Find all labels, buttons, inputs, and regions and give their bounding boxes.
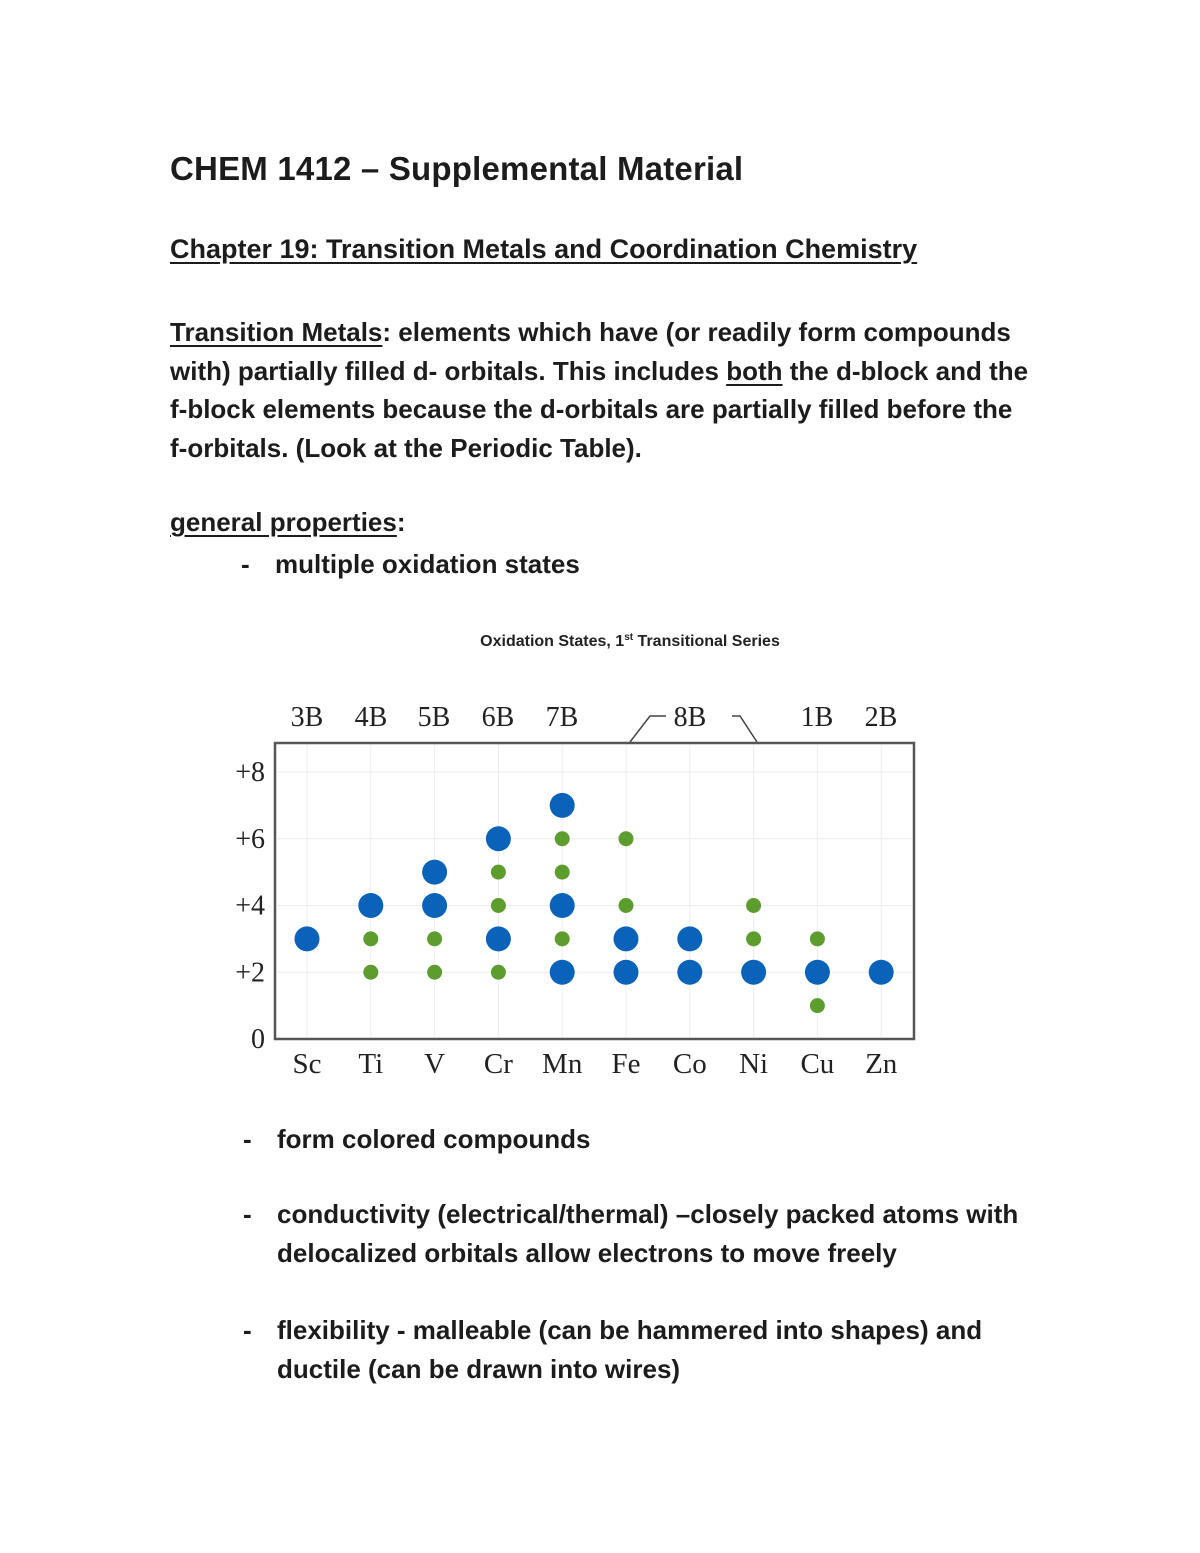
point-common-oxidation-state: [486, 826, 511, 851]
chapter-heading: Chapter 19: Transition Metals and Coordination Chemistry: [170, 234, 918, 264]
bullet-dash: -: [243, 1315, 252, 1345]
x-tick-label: Zn: [865, 1048, 898, 1080]
group-labels: [291, 702, 898, 733]
grid: [277, 745, 912, 1037]
general-properties-label: general properties: [170, 507, 397, 537]
point-other-oxidation-state: [427, 931, 442, 946]
y-axis: [235, 757, 265, 1055]
y-tick-label: +8: [235, 757, 265, 788]
point-other-oxidation-state: [427, 965, 442, 980]
point-common-oxidation-state: [550, 960, 575, 985]
point-common-oxidation-state: [422, 893, 447, 918]
y-tick-label: 0: [251, 1024, 265, 1055]
point-other-oxidation-state: [746, 898, 761, 913]
point-other-oxidation-state: [555, 831, 570, 846]
chart-title-rest: Transitional Series: [633, 633, 780, 650]
bullet-text: multiple oxidation states: [275, 549, 580, 579]
point-other-oxidation-state: [491, 965, 506, 980]
point-common-oxidation-state: [486, 926, 511, 951]
point-other-oxidation-state: [810, 931, 825, 946]
bullet-dash: -: [241, 549, 250, 579]
x-tick-label: Sc: [292, 1048, 322, 1080]
point-other-oxidation-state: [491, 898, 506, 913]
x-tick-label: Cr: [483, 1048, 513, 1080]
point-common-oxidation-state: [550, 793, 575, 818]
point-common-oxidation-state: [614, 926, 639, 951]
bullet-text: form colored compounds: [277, 1124, 591, 1154]
point-other-oxidation-state: [363, 931, 378, 946]
x-axis: [293, 1048, 898, 1080]
x-tick-label: Ti: [358, 1048, 384, 1080]
general-properties-colon: :: [396, 507, 406, 537]
chart-title: [480, 632, 780, 650]
group-label: 4B: [354, 702, 388, 733]
intro-text-1: : elements which have (or readily form compounds with) partially filled d- orbitals. This includes: [170, 317, 1011, 386]
intro-paragraph: [170, 313, 1030, 467]
x-tick-label: Cu: [800, 1048, 835, 1080]
group-label: 6B: [481, 702, 515, 733]
point-common-oxidation-state: [677, 960, 702, 985]
oxidation-states-chart: [200, 620, 960, 1090]
point-other-oxidation-state: [746, 931, 761, 946]
bullet-dash: -: [243, 1199, 252, 1229]
group-label: 8B: [673, 702, 707, 733]
group-8b-bracket-left: [630, 716, 666, 742]
point-common-oxidation-state: [677, 926, 702, 951]
group-label: 2B: [864, 702, 898, 733]
chart-title-sup: st: [624, 632, 634, 643]
chart-title-main: Oxidation States, 1: [480, 633, 625, 650]
x-tick-label: Mn: [542, 1048, 583, 1080]
x-tick-label: V: [424, 1048, 446, 1080]
point-common-oxidation-state: [550, 893, 575, 918]
list-item: [243, 1311, 1037, 1388]
group-8b-bracket-right: [732, 716, 757, 742]
point-common-oxidation-state: [741, 960, 766, 985]
point-common-oxidation-state: [614, 960, 639, 985]
point-common-oxidation-state: [358, 893, 383, 918]
list-item: [241, 545, 580, 584]
point-common-oxidation-state: [869, 960, 894, 985]
x-tick-label: Ni: [739, 1048, 769, 1080]
intro-text-2: the d-block and the f-block elements because the d-orbitals are partially filled before the f-orbitals. (Look at the Periodic Table).: [170, 355, 1029, 463]
data-points: [295, 793, 894, 1013]
point-other-oxidation-state: [555, 865, 570, 880]
x-tick-label: Co: [672, 1048, 707, 1080]
group-label: 7B: [545, 702, 579, 733]
general-properties-heading: [170, 507, 406, 538]
bullet-dash: -: [243, 1124, 252, 1154]
bullet-text: flexibility - malleable (can be hammered into shapes) and ductile (can be drawn into wires): [277, 1315, 983, 1384]
page-title: CHEM 1412 – Supplemental Material: [170, 150, 744, 187]
point-common-oxidation-state: [422, 860, 447, 885]
term-transition-metals: Transition Metals: [170, 317, 383, 347]
point-common-oxidation-state: [295, 926, 320, 951]
y-tick-label: +4: [235, 890, 265, 922]
list-item: [243, 1195, 1037, 1272]
point-other-oxidation-state: [619, 831, 634, 846]
group-label: 5B: [417, 702, 451, 733]
point-other-oxidation-state: [555, 931, 570, 946]
list-item: [243, 1120, 591, 1159]
group-label: 3B: [290, 702, 324, 733]
group-label: 1B: [800, 702, 834, 733]
point-other-oxidation-state: [619, 898, 634, 913]
y-tick-label: +6: [235, 823, 265, 855]
point-other-oxidation-state: [491, 865, 506, 880]
point-other-oxidation-state: [363, 965, 378, 980]
x-tick-label: Fe: [611, 1048, 641, 1080]
emphasis-both: both: [726, 355, 783, 386]
y-tick-label: +2: [235, 957, 265, 989]
bullet-text: conductivity (electrical/thermal) –closely packed atoms with delocalized orbitals allow electrons to move freely: [277, 1199, 1019, 1268]
point-other-oxidation-state: [810, 998, 825, 1013]
point-common-oxidation-state: [805, 960, 830, 985]
